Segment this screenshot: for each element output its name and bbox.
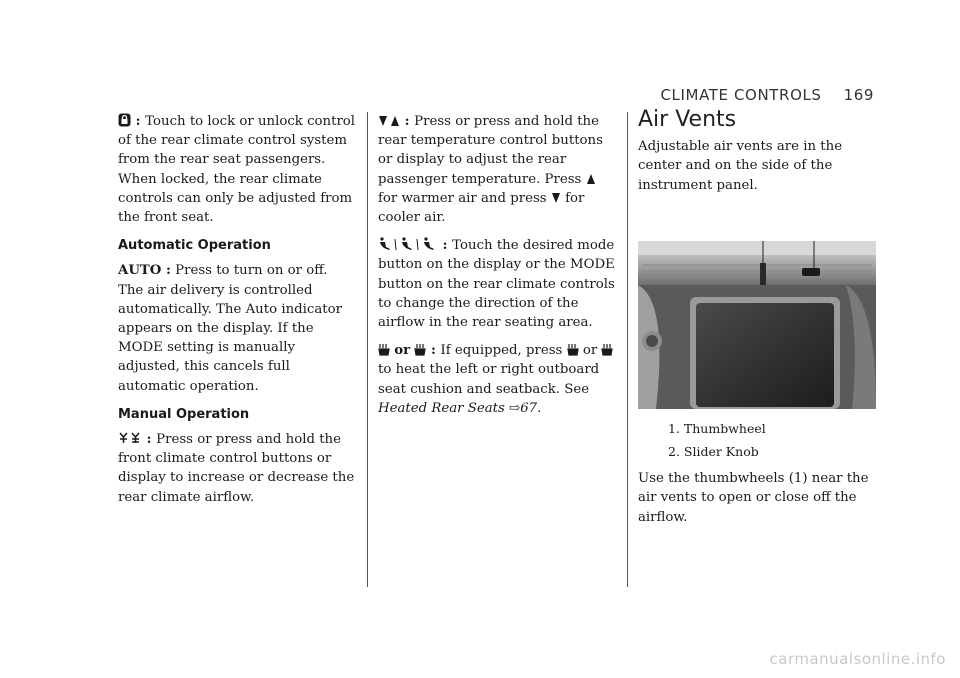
automatic-operation-heading: Automatic Operation <box>118 238 271 254</box>
instrument-panel-illustration <box>638 241 876 409</box>
auto-paragraph: AUTO : Press to turn on or off. The air delivery is controlled automatically. The Auto indicator appears on the display. If the MODE setting is manually adjusted, this cancels full automatic operation. <box>118 263 342 394</box>
page-ref-number[interactable]: 67 <box>520 400 538 416</box>
legend-item: 1. Thumbwheel <box>668 420 766 436</box>
air-vents-title: Air Vents <box>638 107 737 132</box>
mode-paragraph: : Touch the desired mode button on the display or the MODE button on the rear climate controls to change the direction of the airflow in the rear seating area. <box>378 238 615 331</box>
temperature-up-icon <box>586 173 596 185</box>
temperature-down-up-icon <box>378 115 400 127</box>
heated-seat-right-icon <box>414 343 426 356</box>
lock-icon <box>118 113 131 127</box>
column-3 <box>638 107 878 536</box>
heated-rear-seats-link[interactable]: Heated Rear Seats <box>378 400 505 416</box>
air-vents-outro: Use the thumbwheels (1) near the air vents to open or close off the airflow. <box>638 471 869 525</box>
column-1 <box>118 112 356 516</box>
heated-seat-left-icon <box>567 343 579 356</box>
fan-paragraph: : Press or press and hold the front climate control buttons or display to increase or decrease the rear climate airflow. <box>118 432 355 505</box>
running-header <box>660 86 874 104</box>
display-screen <box>696 303 834 407</box>
instrument-panel-photo <box>638 241 876 409</box>
airflow-mode-icons <box>378 237 438 251</box>
lock-paragraph: : Touch to lock or unlock control of the rear climate control system from the rear seat passengers. When locked, the rear climate controls can only be adjusted from the front seat. <box>118 114 356 226</box>
auto-label: AUTO : <box>118 263 171 279</box>
temperature-paragraph: : Press or press and hold the rear temperature control buttons or display to adjust the rear passenger temperature. Press for warmer air and press for cooler air. <box>378 114 603 226</box>
page-ref-arrow-icon: ⇨ <box>509 400 521 416</box>
column-divider <box>367 112 368 587</box>
section-title: CLIMATE CONTROLS <box>660 86 822 104</box>
heated-seat-right-icon <box>601 343 613 356</box>
column-divider <box>627 112 628 587</box>
slider-knob <box>802 268 820 276</box>
photo-legend <box>638 419 878 461</box>
temperature-down-icon <box>551 192 561 204</box>
fan-speed-icon <box>118 432 142 445</box>
column-2 <box>378 112 616 427</box>
page-number: 169 <box>843 86 874 104</box>
heated-seat-paragraph: or : If equipped, press or to heat the left or right outboard seat cushion and seatback. See Heated Rear Seats ⇨67. <box>378 341 616 418</box>
legend-item: 2. Slider Knob <box>668 444 759 460</box>
watermark: carmanualsonline.info <box>769 650 946 668</box>
heated-seat-left-icon <box>378 343 390 356</box>
air-vents-intro: Adjustable air vents are in the center and on the side of the instrument panel. <box>638 139 843 193</box>
manual-operation-heading: Manual Operation <box>118 406 250 422</box>
